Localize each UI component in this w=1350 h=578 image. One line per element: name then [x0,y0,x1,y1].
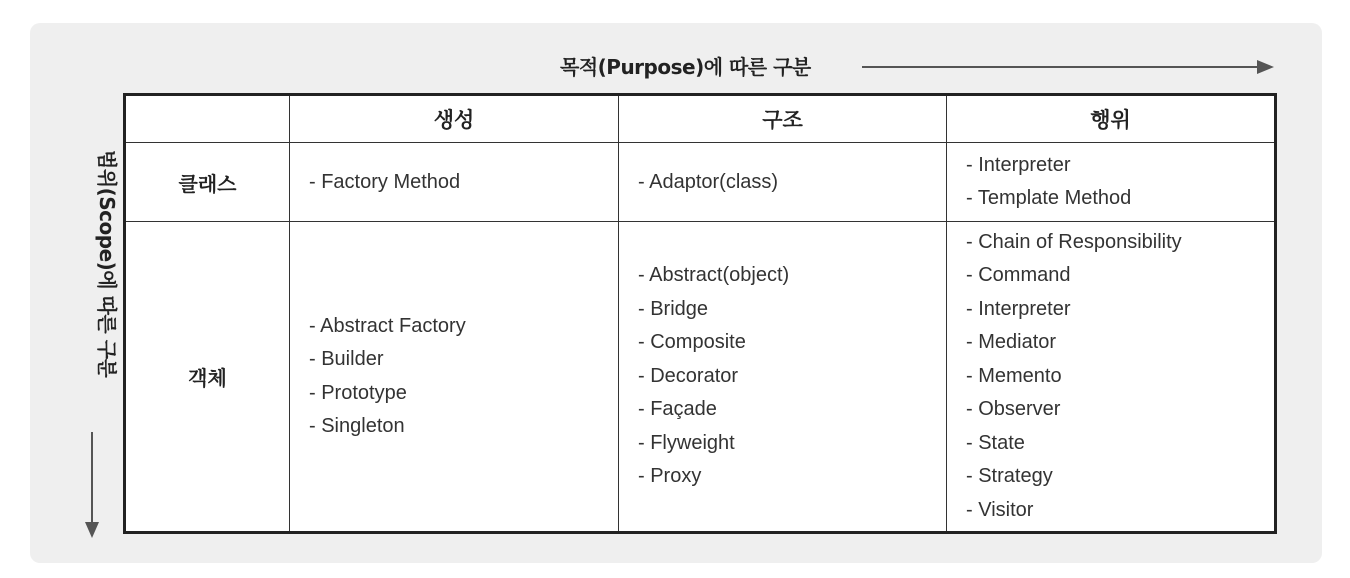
pattern-item: - Flyweight [638,431,735,454]
table-header-row [125,95,1276,143]
pattern-item: - Bridge [638,297,709,320]
pattern-item: - Visitor [966,498,1034,521]
table-row-object [125,222,1276,533]
scope-axis-label [95,150,119,450]
design-pattern-table [123,93,1277,534]
pattern-item: - Template Method [966,187,1132,209]
row-label-class: 클래스 [125,143,290,222]
pattern-item: - Command [966,264,1071,287]
pattern-item: - Façade [638,398,717,421]
header-structural: 구조 [619,95,947,143]
pattern-item: - Abstract Factory [309,314,466,337]
header-creational: 생성 [290,95,619,143]
pattern-item: - Memento [966,364,1062,387]
cell-object-creational [290,222,619,533]
scope-axis-text: 범위(Scope)에 따른 구분 [95,150,119,378]
pattern-item: - Proxy [638,465,702,488]
pattern-item: - Interpreter [966,297,1071,320]
pattern-item: - Strategy [966,465,1053,488]
pattern-item: - Abstract(object) [638,264,790,287]
pattern-item: - Mediator [966,331,1057,354]
scope-arrow [82,432,102,540]
pattern-item: - State [966,431,1025,454]
cell-class-structural [619,143,947,222]
pattern-item: - Observer [966,398,1061,421]
pattern-item: - Interpreter [966,154,1071,176]
purpose-axis-label: 목적(Purpose)에 따른 구분 [560,55,811,79]
purpose-arrow [862,57,1274,77]
cell-object-behavioral [947,222,1276,533]
pattern-item: - Decorator [638,364,739,387]
table-row-class [125,143,1276,222]
pattern-item: - Prototype [309,381,407,404]
header-behavioral: 행위 [947,95,1276,143]
pattern-item: - Factory Method [309,170,461,193]
row-label-object: 객체 [125,222,290,533]
pattern-item: - Adaptor(class) [638,170,779,193]
cell-object-structural [619,222,947,533]
pattern-item: - Singleton [309,415,405,437]
cell-class-creational [290,143,619,222]
cell-class-behavioral [947,143,1276,222]
pattern-item: - Builder [309,348,384,370]
corner-cell [125,95,290,143]
pattern-item: - Composite [638,331,746,354]
pattern-item: - Chain of Responsibility [966,230,1182,253]
